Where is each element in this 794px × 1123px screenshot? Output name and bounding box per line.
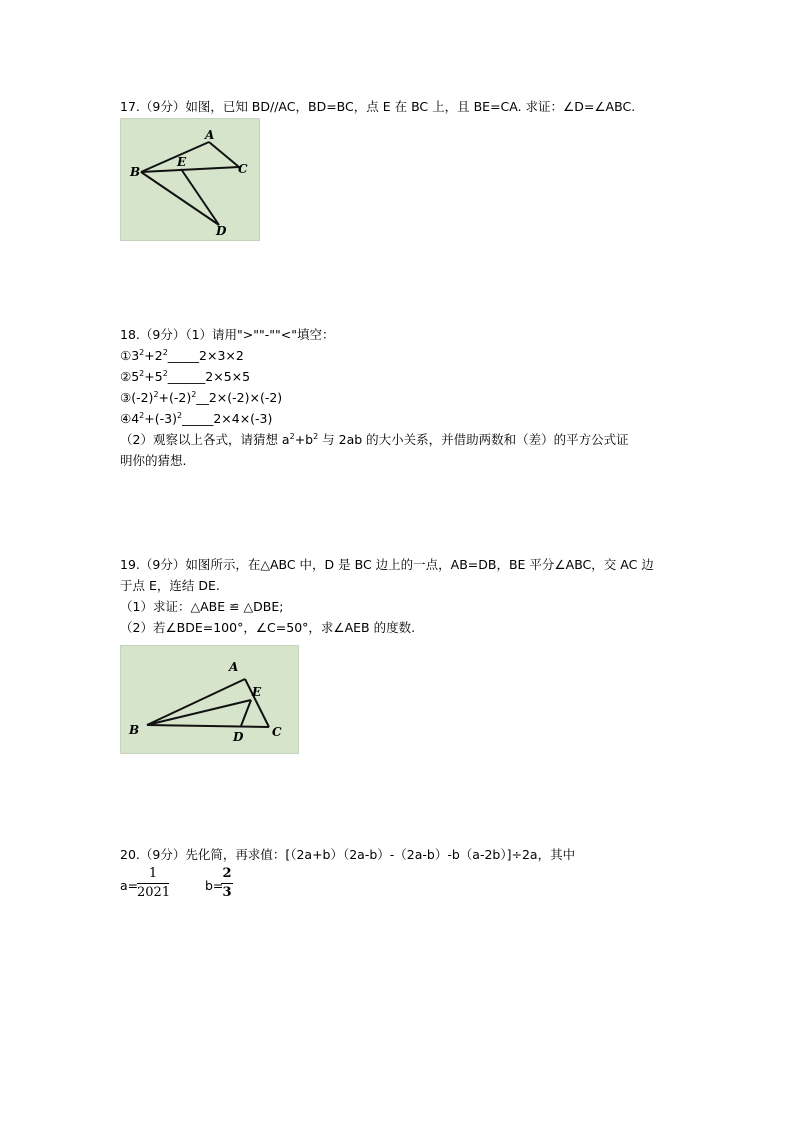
q17-text: 17.（9分）如图，已知 BD//AC，BD=BC，点 E 在 BC 上，且 BE=CA. 求证：∠D=∠ABC.: [120, 99, 636, 114]
q19-label-D: D: [233, 730, 244, 744]
q17-label-D: D: [216, 224, 227, 238]
q17-label-E: E: [177, 155, 187, 169]
q19-line4: （2）若∠BDE=100°，∠C=50°，求∠AEB 的度数.: [120, 620, 416, 635]
q18-item-3: $③(-2)^2+(-2)^2\_\_2\times(-2)\times(-2)$: [120, 390, 283, 405]
q19-label-E: E: [252, 685, 262, 699]
q19-line3: （1）求证：△ABE ≌ △DBE;: [120, 599, 284, 614]
q18-item-2: $②5^2+5^2\_\_\_\_\_\_2\times 5\times 5$: [120, 369, 251, 384]
q19-segment-AB: [147, 679, 245, 725]
q17-segment-ED: [181, 169, 219, 225]
q20-line1: 20.（9分）先化简，再求值：[（2a+b）（2a-b）-（2a-b）-b（a-2b）]÷2a，其中: [120, 847, 576, 862]
q17-segment-BD: [141, 172, 219, 225]
q19-label-B: B: [129, 723, 140, 737]
q20-b-fraction: [221, 866, 233, 901]
q20-b-numerator: 2: [222, 866, 232, 881]
q20-b-denominator: 3: [222, 885, 232, 900]
q19-triangle-diagram: [121, 646, 298, 753]
q18-item-4: $④4^2+(-3)^2\_\_\_\_\_2\times 4\times(-3)$: [120, 411, 273, 426]
q18-intro: 18.（9分）（1）请用">""-""<"填空：: [120, 327, 335, 342]
q17-label-C: C: [238, 162, 248, 176]
q20-a-denominator: 2021: [137, 885, 171, 900]
q19-line1: 19.（9分）如图所示，在△ABC 中，D 是 BC 边上的一点，AB=DB，BE 平分∠ABC，交 AC 边: [120, 557, 654, 572]
q20-a-fraction: [137, 866, 169, 901]
q17-segment-AB: [141, 142, 209, 172]
q20-b-label: b=: [205, 878, 224, 893]
q19-label-C: C: [272, 725, 282, 739]
q19-line2: 于点 E，连结 DE.: [120, 578, 220, 593]
q19-segment-BE: [147, 700, 251, 725]
q17-label-A: A: [205, 128, 215, 142]
q17-figure: [120, 118, 260, 241]
q19-segment-DE: [241, 700, 251, 726]
q17-label-B: B: [130, 165, 141, 179]
q17-segment-AC: [209, 142, 239, 167]
q17-segment-BC: [141, 167, 239, 172]
q17-triangle-diagram: [121, 119, 259, 240]
q20-a-numerator: 1: [148, 866, 158, 881]
q19-segment-BC: [147, 725, 269, 727]
q20-a-label: a=: [120, 878, 139, 893]
q18-part2-line1: （2）观察以上各式，请猜想 $a^2+b^2$ 与 2ab 的大小关系，并借助两数和（差）的平方公式证: [120, 432, 629, 447]
q18-part2-line2: 明你的猜想.: [120, 453, 187, 468]
q19-figure: [120, 645, 299, 754]
q19-label-A: A: [229, 660, 239, 674]
q18-item-1: $①3^2+2^2\_\_\_\_\_2\times 3\times 2$: [120, 348, 244, 363]
